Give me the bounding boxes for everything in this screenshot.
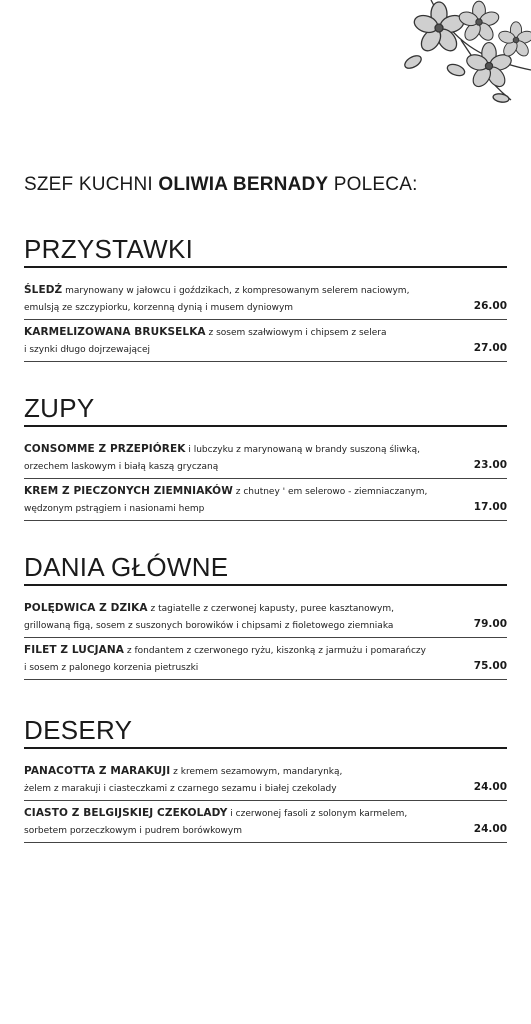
- section-title: DANIA GŁÓWNE: [24, 552, 229, 582]
- chef-recommends-heading: [24, 174, 418, 196]
- item-desc-line1: z fondantem z czerwonego ryżu, kiszonką z jarmużu i pomarańczy: [124, 646, 426, 656]
- item-desc-line2: i szynki długo dojrzewającej: [24, 345, 150, 355]
- section-przystawki: [24, 232, 507, 362]
- item-description: [24, 483, 507, 518]
- item-description: [24, 282, 507, 317]
- item-name: KREM Z PIECZONYCH ZIEMNIAKÓW: [24, 485, 233, 497]
- section-title: PRZYSTAWKI: [24, 234, 194, 264]
- item-name: POLĘDWICA Z DZIKA: [24, 602, 148, 614]
- item-desc-line1: z sosem szałwiowym i chipsem z selera: [205, 328, 387, 338]
- menu-item: [24, 282, 507, 320]
- section-desery: [24, 713, 507, 843]
- item-price: 26.00: [473, 300, 507, 312]
- chef-suffix: POLECA:: [333, 174, 418, 195]
- menu-item: [24, 805, 507, 843]
- item-description: [24, 600, 507, 635]
- menu-item: [24, 763, 507, 801]
- item-price: 79.00: [473, 618, 507, 630]
- item-name: ŚLEDŹ: [24, 284, 63, 296]
- item-price: 23.00: [473, 459, 507, 471]
- item-price: 27.00: [473, 342, 507, 354]
- floral-decoration-icon: [311, 0, 531, 110]
- item-name: CONSOMME Z PRZEPIÓREK: [24, 443, 186, 455]
- item-name: KARMELIZOWANA BRUKSELKA: [24, 326, 206, 338]
- item-price: 24.00: [473, 781, 507, 793]
- item-desc-line2: wędzonym pstrągiem i nasionami hemp: [24, 504, 205, 514]
- item-desc-line1: z tagiatelle z czerwonej kapusty, puree kasztanowym,: [147, 604, 394, 614]
- item-desc-line1: z kremem sezamowym, mandarynką,: [170, 767, 343, 777]
- item-desc-line2: grillowaną figą, sosem z suszonych borowików i chipsami z fioletowego ziemniaka: [24, 621, 394, 631]
- section-title: ZUPY: [24, 393, 95, 423]
- chef-name: OLIWIA BERNADY: [158, 174, 329, 195]
- chef-prefix: SZEF KUCHNI: [24, 174, 153, 195]
- item-name: CIASTO Z BELGIJSKIEJ CZEKOLADY: [24, 807, 228, 819]
- item-price: 17.00: [473, 501, 507, 513]
- item-desc-line1: i lubczyku z marynowaną w brandy suszoną śliwką,: [185, 445, 420, 455]
- section-title: DESERY: [24, 715, 133, 745]
- section-zupy: [24, 391, 507, 521]
- item-description: [24, 441, 507, 476]
- item-price: 24.00: [473, 823, 507, 835]
- item-description: [24, 642, 507, 677]
- menu-item: [24, 441, 507, 479]
- item-desc-line2: sorbetem porzeczkowym i pudrem borówkowym: [24, 826, 243, 836]
- item-desc-line1: z chutney ' em selerowo - ziemniaczanym,: [232, 487, 428, 497]
- menu-item: [24, 483, 507, 521]
- item-description: [24, 324, 507, 359]
- item-price: 75.00: [473, 660, 507, 672]
- item-description: [24, 763, 507, 798]
- item-desc-line1: i czerwonej fasoli z solonym karmelem,: [227, 809, 408, 819]
- menu-item: [24, 600, 507, 638]
- item-desc-line2: emulsją ze szczypiorku, korzenną dynią i musem dyniowym: [24, 303, 294, 313]
- item-description: [24, 805, 507, 840]
- menu-item: [24, 324, 507, 362]
- item-desc-line2: orzechem laskowym i białą kaszą gryczaną: [24, 462, 219, 472]
- menu-item: [24, 642, 507, 680]
- item-desc-line2: i sosem z palonego korzenia pietruszki: [24, 663, 199, 673]
- item-desc-line2: żelem z marakuji i ciasteczkami z czarnego sezamu i białej czekolady: [24, 784, 337, 794]
- section-dania-glowne: [24, 550, 507, 680]
- item-desc-line1: marynowany w jałowcu i goździkach, z kompresowanym selerem naciowym,: [62, 286, 410, 296]
- item-name: FILET Z LUCJANA: [24, 644, 125, 656]
- item-name: PANACOTTA Z MARAKUJI: [24, 765, 171, 777]
